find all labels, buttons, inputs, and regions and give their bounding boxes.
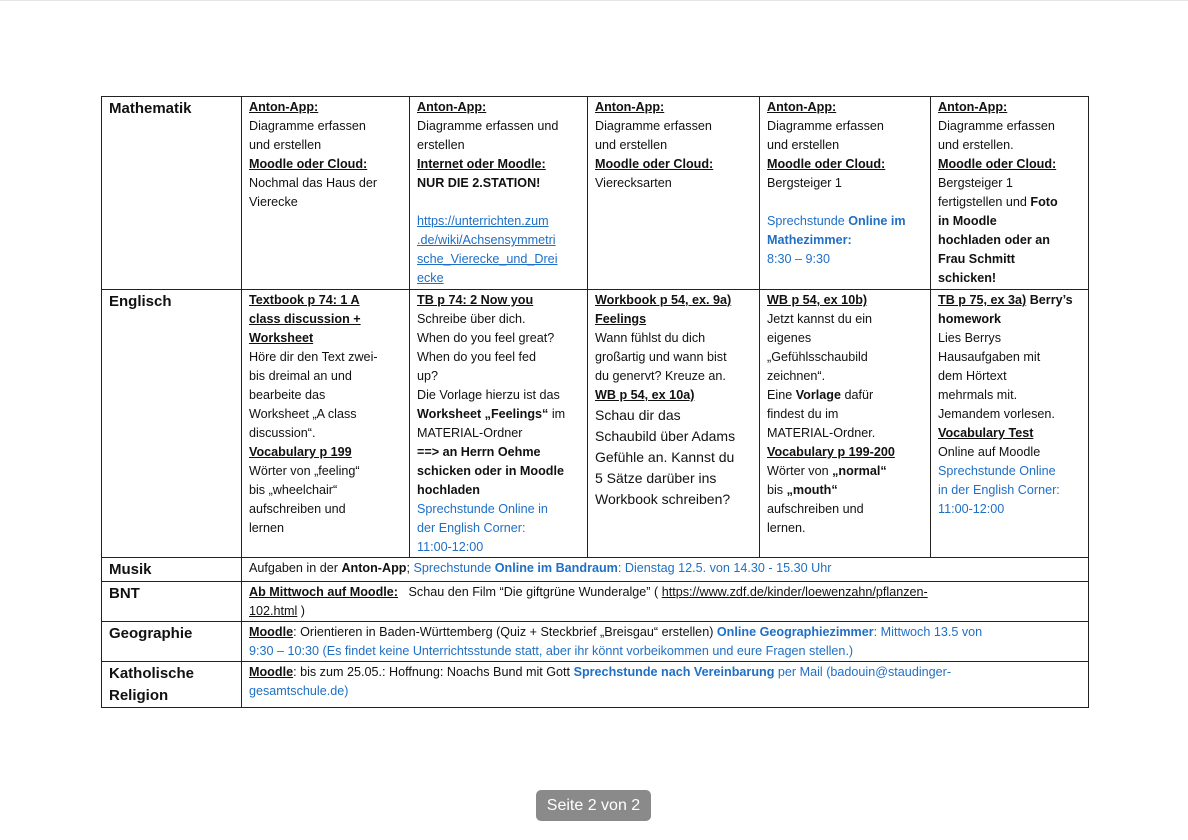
musik-text-c: ;: [406, 561, 414, 575]
math-d5-text-1b: und erstellen.: [938, 138, 1014, 152]
row-englisch: [102, 290, 1089, 558]
eng-d4-text-9b: „mouth“: [786, 483, 838, 497]
math-d2-text-1a: Diagramme erfassen und: [417, 119, 559, 133]
math-d3-heading-2: Moodle oder Cloud:: [595, 157, 714, 171]
eng-d4-text-7: MATERIAL-Ordner.: [767, 426, 876, 440]
math-d1-heading-1: Anton-App:: [249, 100, 319, 114]
math-d3-text-1a: Diagramme erfassen: [595, 119, 712, 133]
eng-d5-heading-1: TB p 75, ex 3a): [938, 293, 1027, 307]
math-day-2: [410, 97, 588, 290]
math-d5-text-2c: Foto: [1030, 195, 1058, 209]
eng-d1-text-8: aufschreiben und: [249, 502, 346, 516]
math-day-5: [931, 97, 1089, 290]
eng-d2-office-hours-2: der English Corner:: [417, 521, 526, 535]
math-d4-office-hours-online: Online im: [848, 214, 906, 228]
bnt-link-part-2[interactable]: 102.html: [249, 604, 298, 618]
eng-d2-text-5: Die Vorlage hierzu ist das: [417, 388, 560, 402]
eng-d5-heading-1-line: [938, 291, 1083, 310]
subject-musik: Musik: [102, 558, 242, 582]
eng-d5-text-2: Hausaufgaben mit: [938, 350, 1041, 364]
bnt-text-close: ): [297, 604, 306, 618]
eng-d4-heading-1: WB p 54, ex 10b): [767, 293, 868, 307]
eng-d3-heading-1: Workbook p 54, ex. 9a): [595, 293, 732, 307]
geo-text: : Orientieren in Baden-Württemberg (Quiz + Steckbrief „Breisgau“ erstellen): [293, 625, 717, 639]
eng-d4-text-5-line: [767, 386, 925, 405]
math-d4-heading-2: Moodle oder Cloud:: [767, 157, 886, 171]
eng-d4-text-6: findest du im: [767, 407, 839, 421]
religion-content: [242, 662, 1089, 708]
math-d2-text-1b: erstellen: [417, 138, 465, 152]
math-d5-text-2f: Frau Schmitt: [938, 252, 1015, 266]
rel-line-1: [249, 663, 1083, 682]
math-d4-office-hours-line-1: [767, 212, 925, 231]
eng-d4-text-5a: Eine: [767, 388, 796, 402]
geo-time-start: : Mittwoch 13.5 von: [873, 625, 983, 639]
rel-office-hours: Sprechstunde nach Vereinbarung: [573, 665, 775, 679]
eng-d3-text-1: Wann fühlst du dich: [595, 331, 706, 345]
eng-d1-text-6: Wörter von „feeling“: [249, 464, 360, 478]
eng-d4-text-3: „Gefühlsschaubild: [767, 350, 868, 364]
math-d4-text-1b: und erstellen: [767, 138, 840, 152]
eng-d5-text-1: Lies Berrys: [938, 331, 1001, 345]
english-day-2: [410, 290, 588, 558]
musik-office-hours-label: Sprechstunde: [413, 561, 495, 575]
math-d4-spacer: [767, 193, 925, 212]
eng-d4-text-9-line: [767, 481, 925, 500]
math-d4-text-1a: Diagramme erfassen: [767, 119, 884, 133]
math-d2-text-2: NUR DIE 2.STATION!: [417, 176, 541, 190]
bnt-content: [242, 582, 1089, 622]
eng-d1-heading-1c: Worksheet: [249, 331, 314, 345]
eng-d4-text-8-line: [767, 462, 925, 481]
musik-office-hours-room: Online im Bandraum: [494, 561, 618, 575]
eng-d5-heading-1c: homework: [938, 312, 1001, 326]
eng-d1-text-7: bis „wheelchair“: [249, 483, 338, 497]
eng-d2-text-3: When do you feel fed: [417, 350, 537, 364]
math-d2-link-line-4[interactable]: ecke: [417, 271, 444, 285]
eng-d1-heading-1b: class discussion +: [249, 312, 361, 326]
math-day-1: [242, 97, 410, 290]
math-d5-heading-1: Anton-App:: [938, 100, 1008, 114]
math-d5-text-2b-line: [938, 193, 1083, 212]
eng-d3-text-6: Gefühle an. Kannst du: [595, 449, 735, 465]
math-day-3: [588, 97, 760, 290]
english-day-1: [242, 290, 410, 558]
eng-d5-heading-1b: Berry’s: [1026, 293, 1073, 307]
math-d5-text-2e: hochladen oder an: [938, 233, 1050, 247]
eng-d2-text-6-line: [417, 405, 582, 424]
geo-line-1: [249, 623, 1083, 642]
viewer-top-border: [0, 0, 1188, 1]
eng-d2-office-hours-1: Sprechstunde Online in: [417, 502, 548, 516]
rel-mail-1: per Mail (badouin@staudinger-: [774, 665, 952, 679]
math-d4-heading-1: Anton-App:: [767, 100, 837, 114]
geo-content: [242, 622, 1089, 662]
eng-d3-text-7: 5 Sätze darüber ins: [595, 470, 717, 486]
musik-text-a: Aufgaben in der: [249, 561, 342, 575]
eng-d2-text-1: Schreibe über dich.: [417, 312, 526, 326]
subject-geographie: Geographie: [102, 622, 242, 662]
eng-d2-text-8: ==> an Herrn Oehme: [417, 445, 541, 459]
math-d5-heading-2: Moodle oder Cloud:: [938, 157, 1057, 171]
subject-mathematik: Mathematik: [102, 97, 242, 290]
row-mathematik: [102, 97, 1089, 290]
math-d1-text-2b: Vierecke: [249, 195, 298, 209]
row-bnt: [102, 582, 1089, 622]
eng-d5-text-5: Jemandem vorlesen.: [938, 407, 1055, 421]
math-d4-office-hours-time: 8:30 – 9:30: [767, 252, 831, 266]
musik-anton-app: Anton-App: [341, 561, 407, 575]
math-d2-spacer: [417, 193, 582, 212]
eng-d2-text-2: When do you feel great?: [417, 331, 555, 345]
eng-d1-text-5: discussion“.: [249, 426, 316, 440]
rel-text: : bis zum 25.05.: Hoffnung: Noachs Bund mit Gott: [293, 665, 574, 679]
math-d2-link-line-3[interactable]: sche_Vierecke_und_Drei: [417, 252, 558, 266]
eng-d4-text-9a: bis: [767, 483, 787, 497]
eng-d5-text-4: mehrmals mit.: [938, 388, 1018, 402]
eng-d2-text-4: up?: [417, 369, 439, 383]
eng-d3-text-4: Schau dir das: [595, 407, 681, 423]
page-indicator: Seite 2 von 2: [536, 790, 651, 821]
eng-d4-text-11: lernen.: [767, 521, 806, 535]
english-day-4: [760, 290, 931, 558]
musik-office-hours-time: : Dienstag 12.5. von 14.30 - 15.30 Uhr: [617, 561, 832, 575]
eng-d3-heading-1b: Feelings: [595, 312, 647, 326]
bnt-heading: Ab Mittwoch auf Moodle:: [249, 585, 399, 599]
math-d2-link-line-2[interactable]: .de/wiki/Achsensymmetri: [417, 233, 556, 247]
eng-d2-text-6a: Worksheet „Feelings“: [417, 407, 549, 421]
bnt-text: Schau den Film “Die giftgrüne Wunderalge” (: [398, 585, 662, 599]
subject-religion-line-2: Religion: [109, 687, 169, 704]
math-d5-text-2g: schicken!: [938, 271, 997, 285]
geo-online-room: Online Geographiezimmer: [716, 625, 874, 639]
eng-d5-office-hours-2: in der English Corner:: [938, 483, 1060, 497]
eng-d4-text-1: Jetzt kannst du ein: [767, 312, 873, 326]
subject-bnt: BNT: [102, 582, 242, 622]
eng-d4-text-10: aufschreiben und: [767, 502, 864, 516]
eng-d3-text-2: großartig und wann bist: [595, 350, 727, 364]
math-d1-text-1b: und erstellen: [249, 138, 322, 152]
eng-d4-heading-2: Vocabulary p 199-200: [767, 445, 895, 459]
eng-d5-text-3: dem Hörtext: [938, 369, 1007, 383]
eng-d4-text-5b: Vorlage: [795, 388, 841, 402]
bnt-line-2: [249, 602, 1083, 621]
math-d1-text-2a: Nochmal das Haus der: [249, 176, 378, 190]
math-d5-text-1a: Diagramme erfassen: [938, 119, 1055, 133]
math-d3-text-2: Vierecksarten: [595, 176, 672, 190]
math-d2-heading-1: Anton-App:: [417, 100, 487, 114]
rel-moodle: Moodle: [249, 665, 294, 679]
eng-d5-office-hours-3: 11:00-12:00: [938, 502, 1005, 516]
math-d4-office-hours-label: Sprechstunde: [767, 214, 849, 228]
math-d4-text-2: Bergsteiger 1: [767, 176, 842, 190]
math-d5-text-2b: fertigstellen und: [938, 195, 1031, 209]
subject-englisch: Englisch: [102, 290, 242, 558]
eng-d3-heading-2: WB p 54, ex 10a): [595, 388, 695, 402]
musik-content: [242, 558, 1089, 582]
eng-d2-text-10: hochladen: [417, 483, 480, 497]
geo-line-2: 9:30 – 10:30 (Es findet keine Unterrichtsstunde statt, aber ihr könnt vorbeikommen und eure Fragen stellen.): [249, 644, 854, 658]
rel-mail-2: gesamtschule.de): [249, 684, 349, 698]
math-d3-heading-1: Anton-App:: [595, 100, 665, 114]
subject-religion: [102, 662, 242, 708]
eng-d1-heading-2: Vocabulary p 199: [249, 445, 352, 459]
subject-religion-line-1: Katholische: [109, 665, 195, 682]
eng-d1-text-4: Worksheet „A class: [249, 407, 357, 421]
eng-d1-text-9: lernen: [249, 521, 285, 535]
weekly-plan-table: [101, 96, 1089, 708]
eng-d1-text-3: bearbeite das: [249, 388, 326, 402]
eng-d2-office-hours-3: 11:00-12:00: [417, 540, 484, 554]
eng-d3-text-8: Workbook schreiben?: [595, 491, 731, 507]
eng-d2-text-6b: im: [548, 407, 566, 421]
row-musik: [102, 558, 1089, 582]
math-d2-link-line-1[interactable]: https://unterrichten.zum: [417, 214, 549, 228]
eng-d1-text-1: Höre dir den Text zwei-: [249, 350, 378, 364]
eng-d2-text-7: MATERIAL-Ordner: [417, 426, 523, 440]
geo-moodle: Moodle: [249, 625, 294, 639]
math-day-4: [760, 97, 931, 290]
math-d1-heading-2: Moodle oder Cloud:: [249, 157, 368, 171]
eng-d5-office-hours-1: Sprechstunde Online: [938, 464, 1056, 478]
eng-d2-text-9: schicken oder in Moodle: [417, 464, 564, 478]
english-day-3: [588, 290, 760, 558]
math-d3-text-1b: und erstellen: [595, 138, 668, 152]
math-d5-text-2a: Bergsteiger 1: [938, 176, 1013, 190]
eng-d1-text-2: bis dreimal an und: [249, 369, 352, 383]
math-d1-text-1a: Diagramme erfassen: [249, 119, 366, 133]
eng-d1-heading-1a: Textbook p 74: 1 A: [249, 293, 360, 307]
row-geographie: [102, 622, 1089, 662]
eng-d3-text-3: du genervt? Kreuze an.: [595, 369, 726, 383]
math-d2-heading-2: Internet oder Moodle:: [417, 157, 546, 171]
eng-d5-text-6: Online auf Moodle: [938, 445, 1041, 459]
bnt-link-part-1[interactable]: https://www.zdf.de/kinder/loewenzahn/pflanzen-: [661, 585, 928, 599]
eng-d4-text-5c: dafür: [840, 388, 874, 402]
english-day-5: [931, 290, 1089, 558]
eng-d3-text-5: Schaubild über Adams: [595, 428, 736, 444]
eng-d4-text-2: eigenes: [767, 331, 812, 345]
eng-d2-heading-1: TB p 74: 2 Now you: [417, 293, 534, 307]
math-d4-office-hours-room: Mathezimmer:: [767, 233, 852, 247]
row-religion: [102, 662, 1089, 708]
math-d5-text-2d: in Moodle: [938, 214, 997, 228]
bnt-line-1: [249, 583, 1083, 602]
eng-d4-text-8a: Wörter von: [767, 464, 833, 478]
eng-d4-text-4: zeichnen“.: [767, 369, 826, 383]
eng-d4-text-8b: „normal“: [832, 464, 887, 478]
eng-d5-heading-2: Vocabulary Test: [938, 426, 1034, 440]
